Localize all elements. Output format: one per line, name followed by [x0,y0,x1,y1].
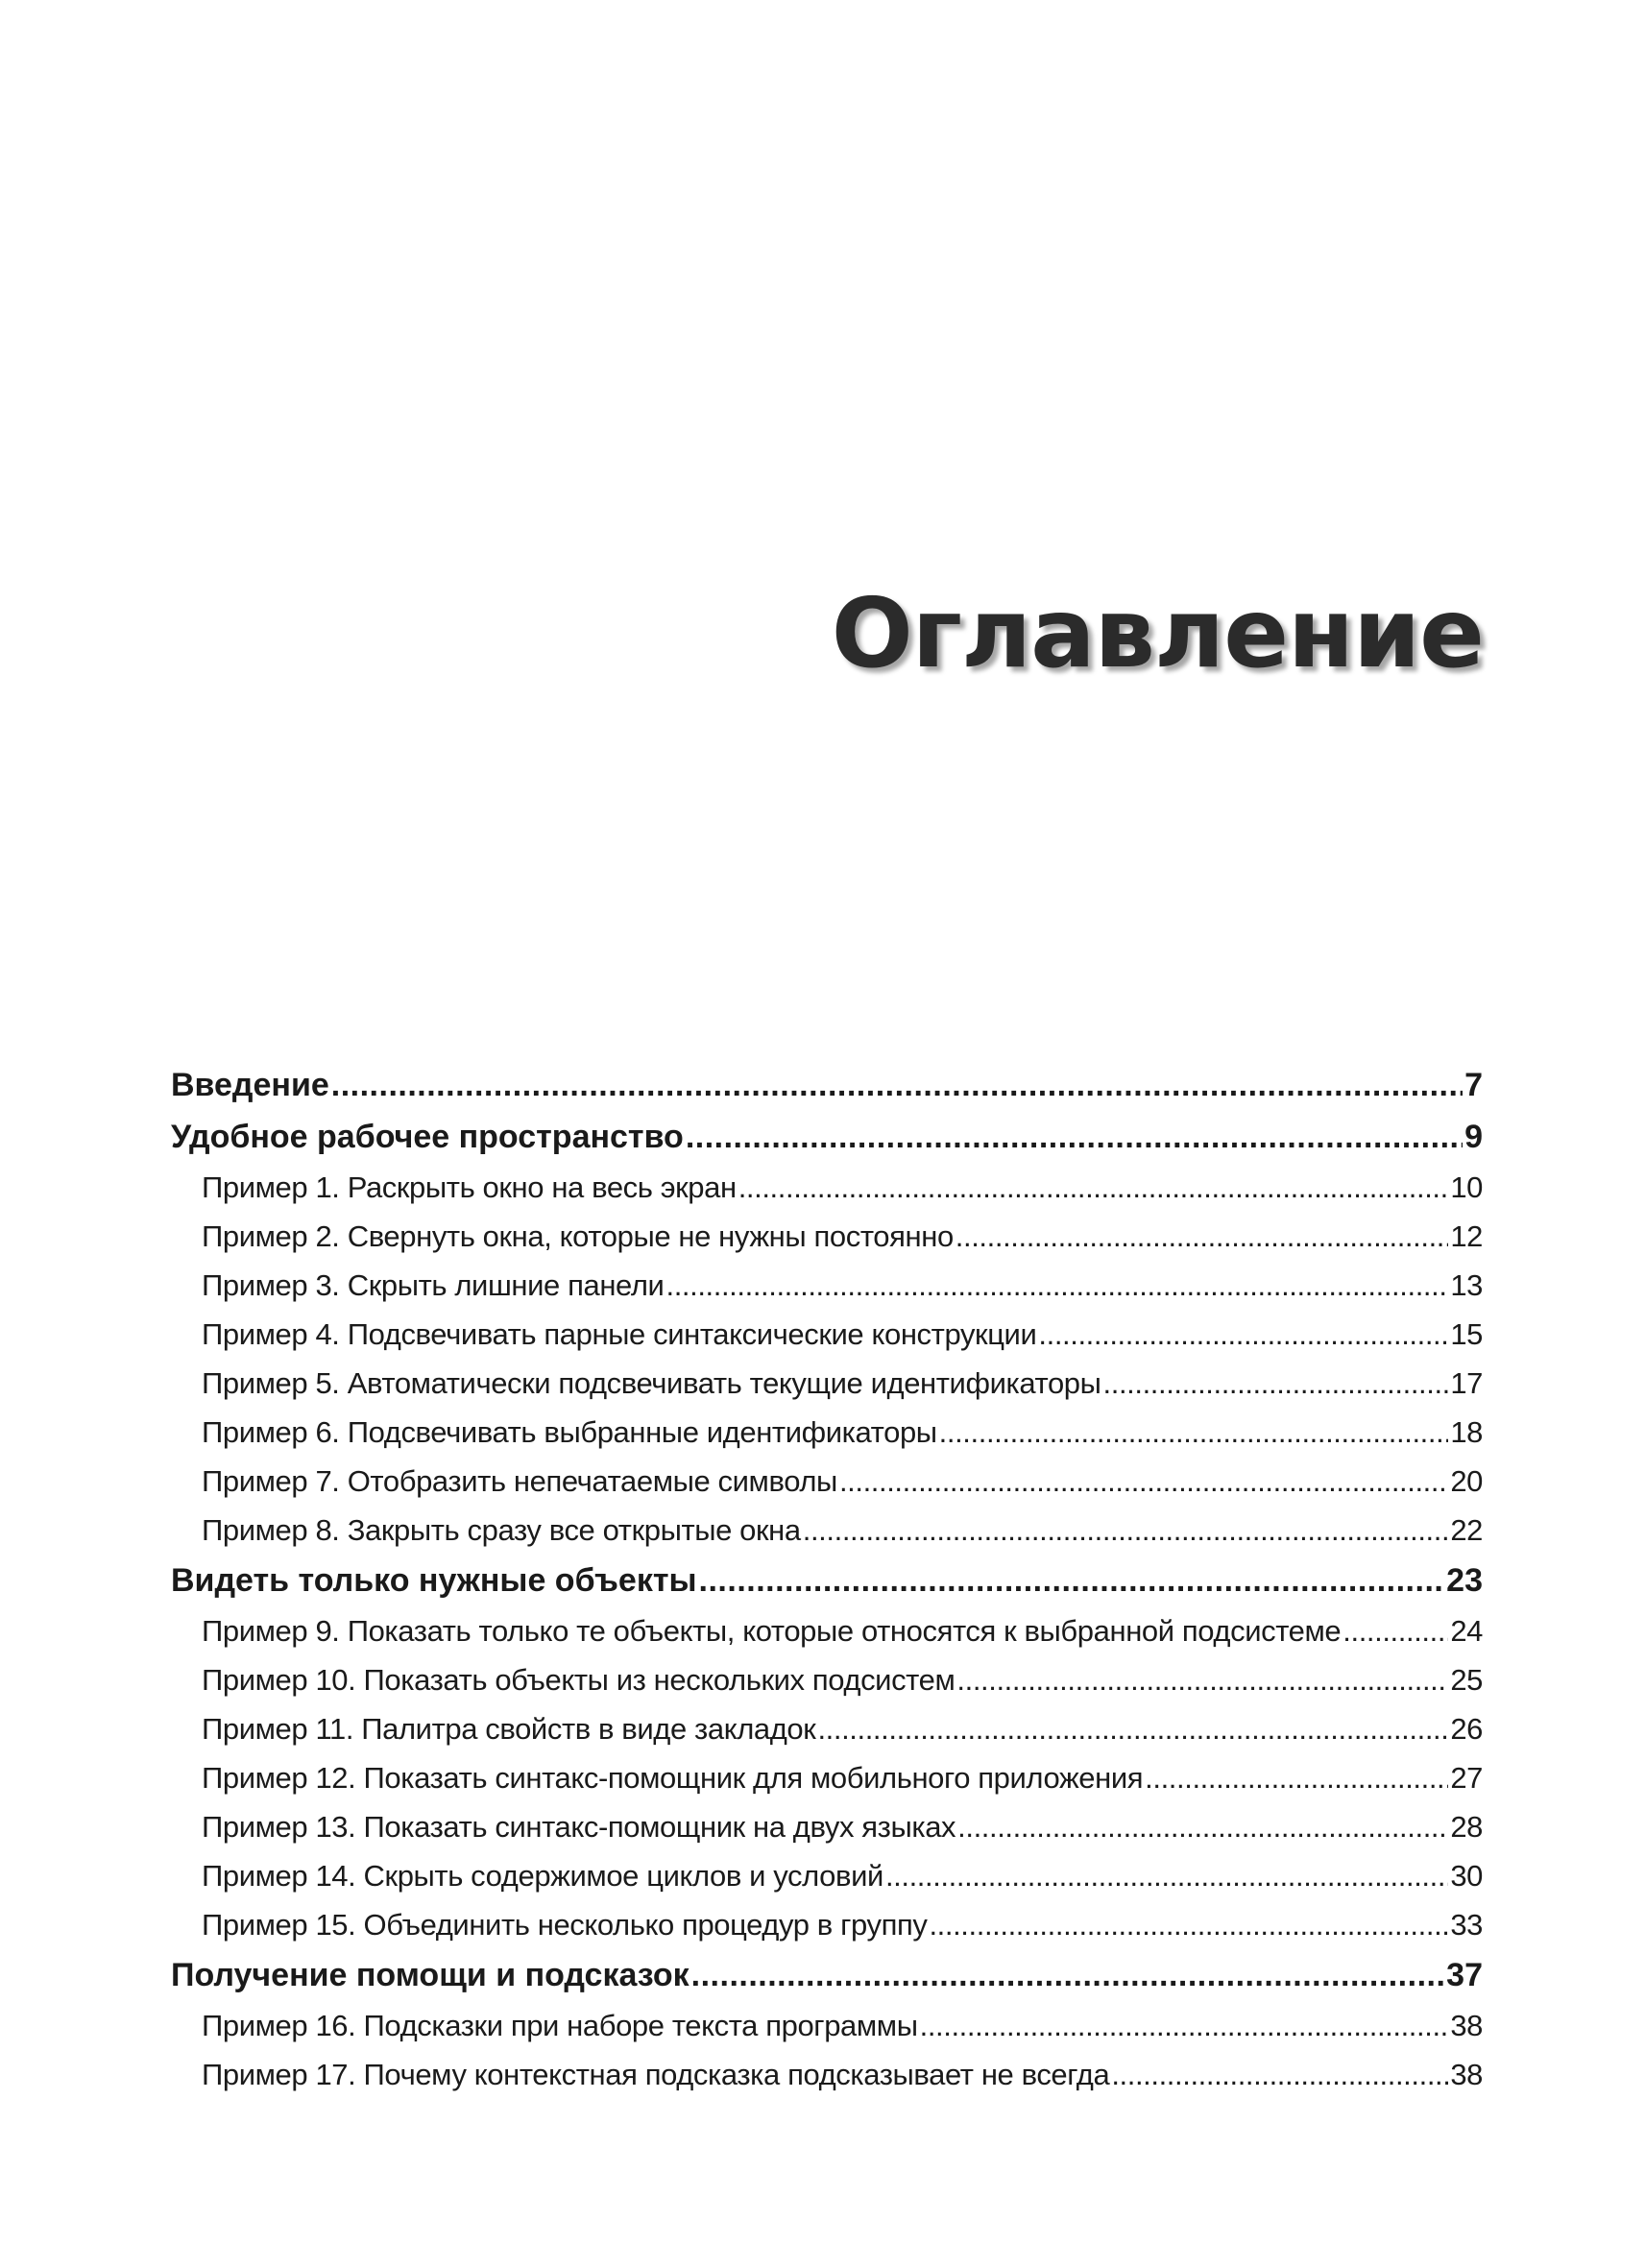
toc-dot-leader [1343,1606,1448,1655]
toc-page-number: 7 [1464,1067,1483,1103]
toc-page-number: 25 [1450,1663,1483,1697]
toc-dot-leader [920,2001,1449,2050]
toc-section[interactable] [171,1606,1483,1655]
toc-section[interactable] [171,1163,1483,1212]
toc-section[interactable] [171,1408,1483,1457]
toc-entry-title: Пример 4. Подсвечивать парные синтаксические конструкции [202,1317,1037,1351]
toc-page-number: 13 [1450,1268,1483,1302]
toc-dot-leader [929,1900,1448,1949]
toc-dot-leader [803,1506,1449,1555]
toc-page-number: 30 [1450,1859,1483,1893]
toc-dot-leader [939,1408,1449,1457]
toc-page-number: 33 [1450,1908,1483,1942]
toc-page-number: 12 [1450,1219,1483,1253]
toc-entry-title: Пример 14. Скрыть содержимое циклов и условий [202,1859,883,1893]
toc-section[interactable] [171,1802,1483,1851]
toc-dot-leader [957,1802,1448,1851]
toc-dot-leader [885,1851,1448,1900]
toc-entry-title: Получение помощи и подсказок [171,1957,689,1993]
toc-page-number: 18 [1450,1415,1483,1449]
toc-entry-title: Пример 8. Закрыть сразу все открытые окна [202,1513,801,1547]
toc-page-number: 38 [1450,2009,1483,2042]
toc-chapter[interactable] [171,1059,1483,1111]
toc-dot-leader [738,1163,1449,1212]
toc-dot-leader [691,1949,1445,2001]
toc-entry-title: Пример 17. Почему контекстная подсказка подсказывает не всегда [202,2058,1110,2091]
toc-page-number: 24 [1450,1614,1483,1648]
toc-dot-leader [817,1704,1448,1753]
toc-section[interactable] [171,1457,1483,1506]
toc-page-number: 15 [1450,1317,1483,1351]
toc-entry-title: Пример 1. Раскрыть окно на весь экран [202,1170,737,1204]
toc-entry-title: Пример 3. Скрыть лишние панели [202,1268,665,1302]
toc-entry-title: Удобное рабочее пространство [171,1119,684,1155]
toc-section[interactable] [171,1359,1483,1408]
toc-entry-title: Видеть только нужные объекты [171,1562,697,1599]
toc-entry-title: Введение [171,1067,329,1103]
toc-entry-title: Пример 15. Объединить несколько процедур в группу [202,1908,928,1942]
toc-dot-leader [331,1059,1463,1111]
toc-page-number: 10 [1450,1170,1483,1204]
toc-dot-leader [1111,2050,1448,2099]
toc-dot-leader [699,1555,1445,1606]
toc-page-number: 22 [1450,1513,1483,1547]
toc-dot-leader [1038,1310,1448,1359]
toc-chapter[interactable] [171,1111,1483,1163]
toc-dot-leader [1103,1359,1449,1408]
toc-entry-title: Пример 6. Подсвечивать выбранные идентификаторы [202,1415,937,1449]
toc-section[interactable] [171,1655,1483,1704]
toc-section[interactable] [171,1261,1483,1310]
toc-dot-leader [665,1261,1448,1310]
toc-page-number: 20 [1450,1464,1483,1498]
toc-entry-title: Пример 16. Подсказки при наборе текста программы [202,2009,918,2042]
toc-entry-title: Пример 10. Показать объекты из нескольких подсистем [202,1663,956,1697]
toc-dot-leader [839,1457,1448,1506]
page-title: Оглавление [831,577,1484,689]
toc-entry-title: Пример 12. Показать синтакс-помощник для мобильного приложения [202,1761,1144,1795]
toc-page-number: 26 [1450,1712,1483,1746]
toc-dot-leader [956,1212,1449,1261]
toc-page-number: 28 [1450,1810,1483,1844]
toc-chapter[interactable] [171,1949,1483,2001]
table-of-contents [171,1059,1483,2099]
toc-entry-title: Пример 2. Свернуть окна, которые не нужны постоянно [202,1219,954,1253]
toc-section[interactable] [171,1310,1483,1359]
toc-section[interactable] [171,1704,1483,1753]
toc-dot-leader [1145,1753,1448,1802]
toc-section[interactable] [171,1851,1483,1900]
toc-page-number: 9 [1464,1119,1483,1155]
toc-entry-title: Пример 13. Показать синтакс-помощник на двух языках [202,1810,956,1844]
toc-section[interactable] [171,1506,1483,1555]
toc-entry-title: Пример 5. Автоматически подсвечивать текущие идентификаторы [202,1366,1101,1400]
toc-page-number: 27 [1450,1761,1483,1795]
toc-dot-leader [686,1111,1463,1163]
toc-chapter[interactable] [171,1555,1483,1606]
toc-dot-leader [956,1655,1448,1704]
toc-page-number: 17 [1450,1366,1483,1400]
toc-section[interactable] [171,1900,1483,1949]
toc-page-number: 38 [1450,2058,1483,2091]
toc-entry-title: Пример 7. Отобразить непечатаемые символы [202,1464,837,1498]
toc-section[interactable] [171,2050,1483,2099]
toc-section[interactable] [171,2001,1483,2050]
toc-section[interactable] [171,1753,1483,1802]
toc-page-number: 23 [1446,1562,1483,1599]
toc-section[interactable] [171,1212,1483,1261]
toc-entry-title: Пример 11. Палитра свойств в виде закладок [202,1712,816,1746]
toc-page-number: 37 [1446,1957,1483,1993]
toc-entry-title: Пример 9. Показать только те объекты, которые относятся к выбранной подсистеме [202,1614,1342,1648]
